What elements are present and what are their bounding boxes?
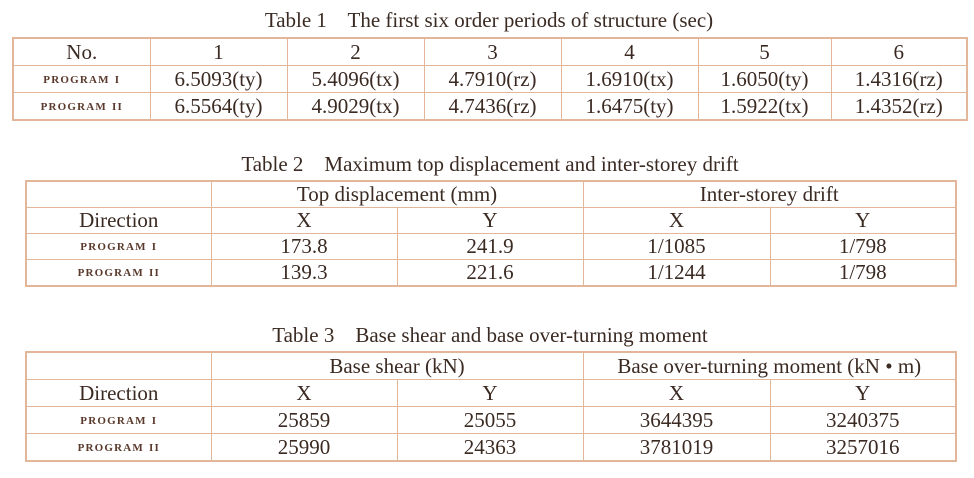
- table-cell: 1.6475(ty): [561, 93, 698, 121]
- group-header-base-shear: Base shear (kN): [211, 352, 583, 380]
- table-cell: 3781019: [583, 434, 770, 462]
- table-cell: 25990: [211, 434, 397, 462]
- empty-corner-cell: [26, 181, 211, 208]
- table-cell: 1/798: [770, 260, 956, 287]
- sub-header-cell: X: [583, 208, 770, 234]
- direction-label: Direction: [26, 208, 211, 234]
- table-sub-header-row: [26, 380, 956, 407]
- table-row: [26, 234, 956, 260]
- header-cell: 6: [831, 38, 967, 66]
- group-header-inter-storey-drift: Inter-storey drift: [583, 181, 956, 208]
- header-cell: 5: [698, 38, 831, 66]
- sub-header-cell: Y: [770, 208, 956, 234]
- table1: [12, 37, 968, 121]
- group-header-base-overturning-moment: Base over-turning moment (kN • m): [583, 352, 956, 380]
- table-cell: 221.6: [397, 260, 583, 287]
- table-cell: 3644395: [583, 407, 770, 434]
- empty-corner-cell: [26, 352, 211, 380]
- table-cell: 241.9: [397, 234, 583, 260]
- sub-header-cell: Y: [770, 380, 956, 407]
- table-cell: 1/798: [770, 234, 956, 260]
- sub-header-cell: Y: [397, 208, 583, 234]
- table1-block: [12, 8, 966, 121]
- row-label-program-ii: program ii: [26, 434, 211, 462]
- row-label-program-i: program i: [26, 234, 211, 260]
- table-cell: 139.3: [211, 260, 397, 287]
- header-cell: 4: [561, 38, 698, 66]
- header-cell: No.: [13, 38, 150, 66]
- row-label-program-ii: program ii: [13, 93, 150, 121]
- header-cell: 1: [150, 38, 287, 66]
- table-cell: 24363: [397, 434, 583, 462]
- table-cell: 1/1244: [583, 260, 770, 287]
- table3: [25, 351, 957, 462]
- group-header-top-displacement: Top displacement (mm): [211, 181, 583, 208]
- table-cell: 1.4316(rz): [831, 66, 967, 93]
- table-sub-header-row: [26, 208, 956, 234]
- table2: [25, 180, 957, 287]
- table-cell: 4.9029(tx): [287, 93, 424, 121]
- row-label-program-i: program i: [13, 66, 150, 93]
- sub-header-cell: Y: [397, 380, 583, 407]
- table-row: [13, 93, 967, 121]
- sub-header-cell: X: [211, 380, 397, 407]
- header-cell: 3: [424, 38, 561, 66]
- row-label-program-i: program i: [26, 407, 211, 434]
- table-cell: 4.7436(rz): [424, 93, 561, 121]
- table3-block: [25, 323, 955, 462]
- table-row: [26, 434, 956, 462]
- table-cell: 6.5564(ty): [150, 93, 287, 121]
- table-cell: 1.6050(ty): [698, 66, 831, 93]
- table-cell: 3240375: [770, 407, 956, 434]
- table-group-header-row: [26, 181, 956, 208]
- table-group-header-row: [26, 352, 956, 380]
- table-cell: 25859: [211, 407, 397, 434]
- table3-caption: Table 3 Base shear and base over-turning moment: [272, 323, 708, 347]
- row-label-program-ii: program ii: [26, 260, 211, 287]
- sub-header-cell: X: [583, 380, 770, 407]
- table-cell: 5.4096(tx): [287, 66, 424, 93]
- table-row: [13, 66, 967, 93]
- table-cell: 1.6910(tx): [561, 66, 698, 93]
- direction-label: Direction: [26, 380, 211, 407]
- table-cell: 1/1085: [583, 234, 770, 260]
- table-row: [26, 260, 956, 287]
- header-cell: 2: [287, 38, 424, 66]
- table-cell: 25055: [397, 407, 583, 434]
- table-row: [26, 407, 956, 434]
- table-header-row: [13, 38, 967, 66]
- table-cell: 173.8: [211, 234, 397, 260]
- sub-header-cell: X: [211, 208, 397, 234]
- table-cell: 1.5922(tx): [698, 93, 831, 121]
- table-cell: 1.4352(rz): [831, 93, 967, 121]
- table2-block: [25, 152, 955, 287]
- table1-caption: Table 1 The first six order periods of structure (sec): [264, 8, 714, 32]
- table-cell: 4.7910(rz): [424, 66, 561, 93]
- table2-caption: Table 2 Maximum top displacement and inter-storey drift: [241, 152, 739, 176]
- table-cell: 3257016: [770, 434, 956, 462]
- table-cell: 6.5093(ty): [150, 66, 287, 93]
